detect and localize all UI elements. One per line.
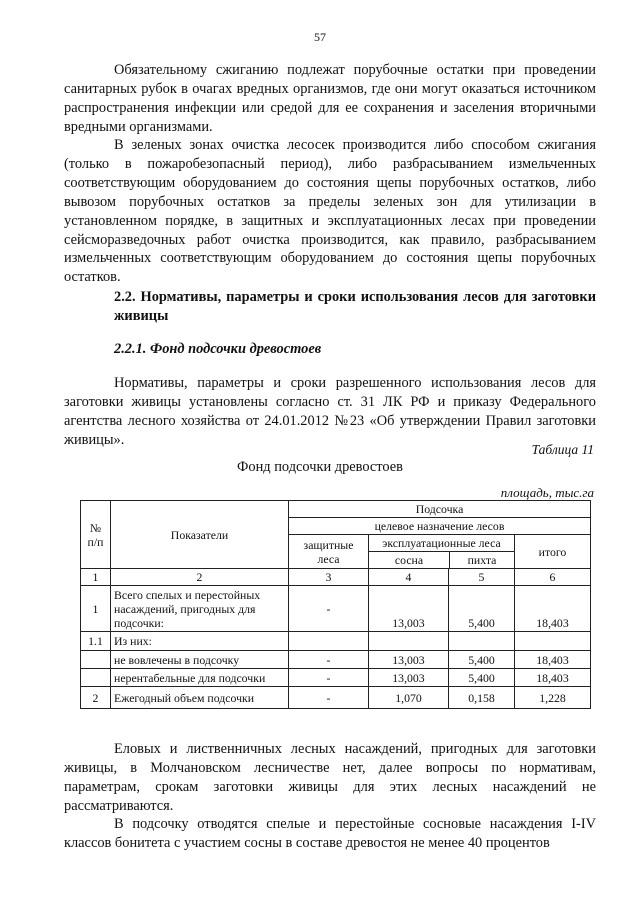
row-fir: 0,158: [449, 687, 515, 709]
row-protective: -: [289, 651, 369, 669]
table-row: [81, 669, 591, 687]
row-num: 1: [81, 586, 111, 632]
row-label: Всего спелых и перестойных насаждений, пригодных для подсочки:: [111, 586, 289, 632]
row-total: 18,403: [515, 586, 591, 632]
row-pine: 1,070: [369, 687, 449, 709]
paragraph-burning: Обязательному сжиганию подлежат порубочные остатки при проведении санитарных рубок в очагах вредных организмов, где они могут оказаться источником распространения инфекции или средой для ее сохранения и заселения вторичными вредными организмами.: [64, 62, 596, 135]
row-num: [81, 651, 111, 669]
table-units: площадь, тыс.га: [500, 485, 594, 500]
header-total: итого: [515, 535, 591, 569]
row-protective: -: [289, 687, 369, 709]
row-pine: 13,003: [369, 586, 449, 632]
header-protective: защитные леса: [289, 535, 369, 569]
row-pine: [369, 632, 449, 651]
table-row: [81, 586, 591, 632]
row-fir: [449, 632, 515, 651]
row-protective: -: [289, 586, 369, 632]
row-total: 18,403: [515, 669, 591, 687]
header-indicators: Показатели: [111, 501, 289, 569]
header-pine: сосна: [369, 552, 450, 568]
row-pine: 13,003: [369, 669, 449, 687]
row-protective: [289, 632, 369, 651]
page-number: 57: [314, 30, 326, 44]
header-podsochka: Подсочка: [289, 501, 591, 518]
row-fir: 5,400: [449, 651, 515, 669]
table-title: Фонд подсочки древостоев: [237, 459, 403, 475]
paragraph-pine-stands: В подсочку отводятся спелые и перестойные сосновые насаждения I-IV классов бонитета с участием сосны в составе древостоя не менее 40 процентов: [64, 816, 596, 851]
col-number: 5: [449, 569, 515, 586]
row-num: [81, 669, 111, 687]
row-fir: 5,400: [449, 586, 515, 632]
row-total: 1,228: [515, 687, 591, 709]
table-label: Таблица 11: [531, 442, 594, 457]
section-heading: 2.2. Нормативы, параметры и сроки использования лесов для заготовки живицы: [114, 289, 596, 324]
table-row: [81, 687, 591, 709]
row-total: 18,403: [515, 651, 591, 669]
resin-fund-table: [80, 500, 591, 709]
header-exploitation: эксплуатационные леса: [369, 535, 514, 552]
subsection-heading: 2.2.1. Фонд подсочки древостоев: [114, 341, 322, 357]
row-label: не вовлечены в подсочку: [111, 651, 289, 669]
row-num: 2: [81, 687, 111, 709]
col-number: 1: [81, 569, 111, 586]
col-number: 2: [111, 569, 289, 586]
row-label: Ежегодный объем подсочки: [111, 687, 289, 709]
header-purpose: целевое назначение лесов: [289, 518, 591, 535]
row-label: нерентабельные для подсочки: [111, 669, 289, 687]
col-number: 6: [515, 569, 591, 586]
paragraph-green-zones: В зеленых зонах очистка лесосек производится либо способом сжигания (только в пожаробезопасный период), либо разбрасыванием измельченных соответствующим оборудованием до состояния щепы порубочных остатков, либо вывозом порубочных остатков за пределы зеленых зон для утилизации в установленном порядке, в защитных и эксплуатационных лесах при проведении сейсморазведочных работ очистка производится, как правило, разбрасыванием измельченных соответствующим оборудованием до состояния щепы порубочных остатков.: [64, 137, 596, 286]
header-fir: пихта: [467, 553, 497, 567]
header-num: № п/п: [81, 501, 111, 569]
row-fir: 5,400: [449, 669, 515, 687]
row-num: 1.1: [81, 632, 111, 651]
paragraph-norms: Нормативы, параметры и сроки разрешенного использования лесов для заготовки живицы установлены согласно ст. 31 ЛК РФ и приказу Федерального агентства лесного хозяйства от 24.01.2012 №23 «Об утверждении Правил заготовки живицы».: [64, 375, 596, 448]
header-exploitation-group: [369, 535, 515, 569]
row-total: [515, 632, 591, 651]
row-pine: 13,003: [369, 651, 449, 669]
col-number: 3: [289, 569, 369, 586]
row-label: Из них:: [111, 632, 289, 651]
col-number: 4: [369, 569, 449, 586]
row-protective: -: [289, 669, 369, 687]
column-numbers-row: [81, 569, 591, 586]
paragraph-spruce-larch: Еловых и лиственничных лесных насаждений, пригодных для заготовки живицы, в Молчановском лесничестве нет, далее вопросы по нормативам, параметрам, срокам заготовки живицы для этих лесных насаждений не рассматриваются.: [64, 741, 596, 814]
table-row: [81, 651, 591, 669]
table-row: [81, 632, 591, 651]
